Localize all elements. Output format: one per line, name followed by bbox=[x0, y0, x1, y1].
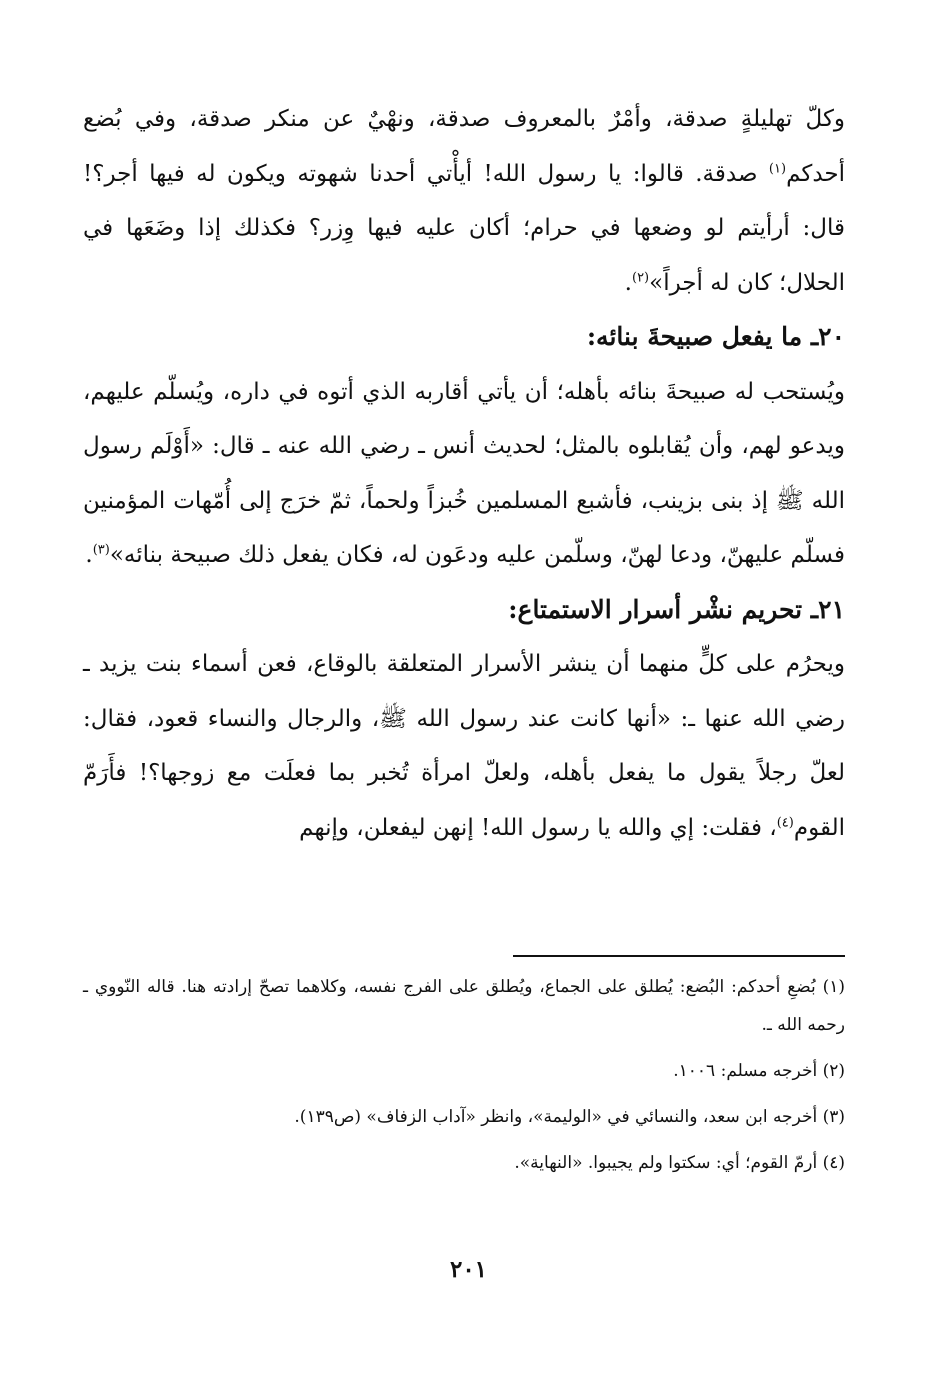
paragraph-3-text-a: ويحرُم على كلٍّ منهما أن ينشر الأسرار المتعلقة بالوقاع، فعن أسماء بنت يزيد ـ رضي الله عنها ـ: «أنها كانت عند رسول الله ﷺ، والرجال والنساء قعود، فقال: لعلّ رجلاً يقول ما يفعل بأهله، ولعلّ امرأة تُخبر بما فعلَت مع زوجها؟! فأَرَمّ القوم bbox=[83, 651, 845, 841]
footnote-ref-1: (١) bbox=[768, 160, 787, 176]
section-heading-21: ٢١ـ تحريم نشْر أسرار الاستمتاع: bbox=[508, 594, 845, 624]
footnote-item: (٣) أخرجه ابن سعد، والنسائي في «الوليمة»، وانظر «آداب الزفاف» (ص١٣٩). bbox=[294, 1107, 845, 1127]
paragraph-1 bbox=[83, 92, 845, 310]
page-number: ٢٠١ bbox=[449, 1256, 488, 1283]
paragraph-2-text-a: ويُستحب له صبيحةَ بنائه بأهله؛ أن يأتي أقاربه الذي أتوه في داره، ويُسلّم عليهم، ويدعو لهم، وأن يُقابلوه بالمثل؛ لحديث أنس ـ رضي الله عنه ـ قال: «أَوْلَم رسول الله ﷺ إذ بنى بزينب، فأشبع المسلمين خُبزاً ولحماً، ثمّ خرَج إلى أُمّهات المؤمنين فسلّم عليهنّ، ودعا لهنّ، وسلّمن عليه ودعَون له، فكان يفعل ذلك صبيحة بنائه» bbox=[83, 378, 845, 568]
footnote-divider bbox=[513, 955, 845, 957]
main-text bbox=[83, 92, 845, 855]
footnote-item: (١) بُضعِ أحدكم: البُضع: يُطلق على الجماع، ويُطلق على الفرج نفسه، وكلاهما تصحّ إرادته هنا. قاله النّووي ـ رحمه الله ـ. bbox=[83, 977, 845, 1035]
footnote-ref-2: (٢) bbox=[631, 269, 650, 285]
paragraph-3 bbox=[83, 637, 845, 855]
footnote-item: (٤) أرمّ القوم؛ أي: سكتوا ولم يجيبوا. «النهاية». bbox=[514, 1153, 845, 1173]
footnote-item: (٢) أخرجه مسلم: ١٠٠٦. bbox=[673, 1061, 845, 1081]
paragraph-2-end: . bbox=[85, 542, 93, 568]
paragraph-2 bbox=[83, 365, 845, 583]
section-heading-20: ٢٠ـ ما يفعل صبيحةَ بنائه: bbox=[586, 322, 845, 351]
paragraph-1-end: . bbox=[624, 269, 632, 296]
paragraph-3-text-b: ، فقلت: إي والله يا رسول الله! إنهن ليفعلن، وإنهم bbox=[299, 814, 777, 841]
footnote-ref-3: (٣) bbox=[92, 542, 110, 558]
paragraph-1-text-a: وكلّ تهليلةٍ صدقة، وأمْرٌ بالمعروف صدقة، ونهْيٌ عن منكر صدقة، وفي بُضع أحدكم bbox=[83, 106, 845, 187]
footnote-ref-4: (٤) bbox=[776, 814, 794, 830]
footnotes bbox=[83, 968, 845, 1190]
paragraph-1-text-b: صدقة. قالوا: يا رسول الله! أيأْتي أحدنا شهوته ويكون له فيها أجر؟! قال: أرأيتم لو وضعها في حرام؛ أكان عليه فيها وِزر؟ فكذلك إذا وضَعَها في الحلال؛ كان له أجراً» bbox=[83, 160, 845, 296]
